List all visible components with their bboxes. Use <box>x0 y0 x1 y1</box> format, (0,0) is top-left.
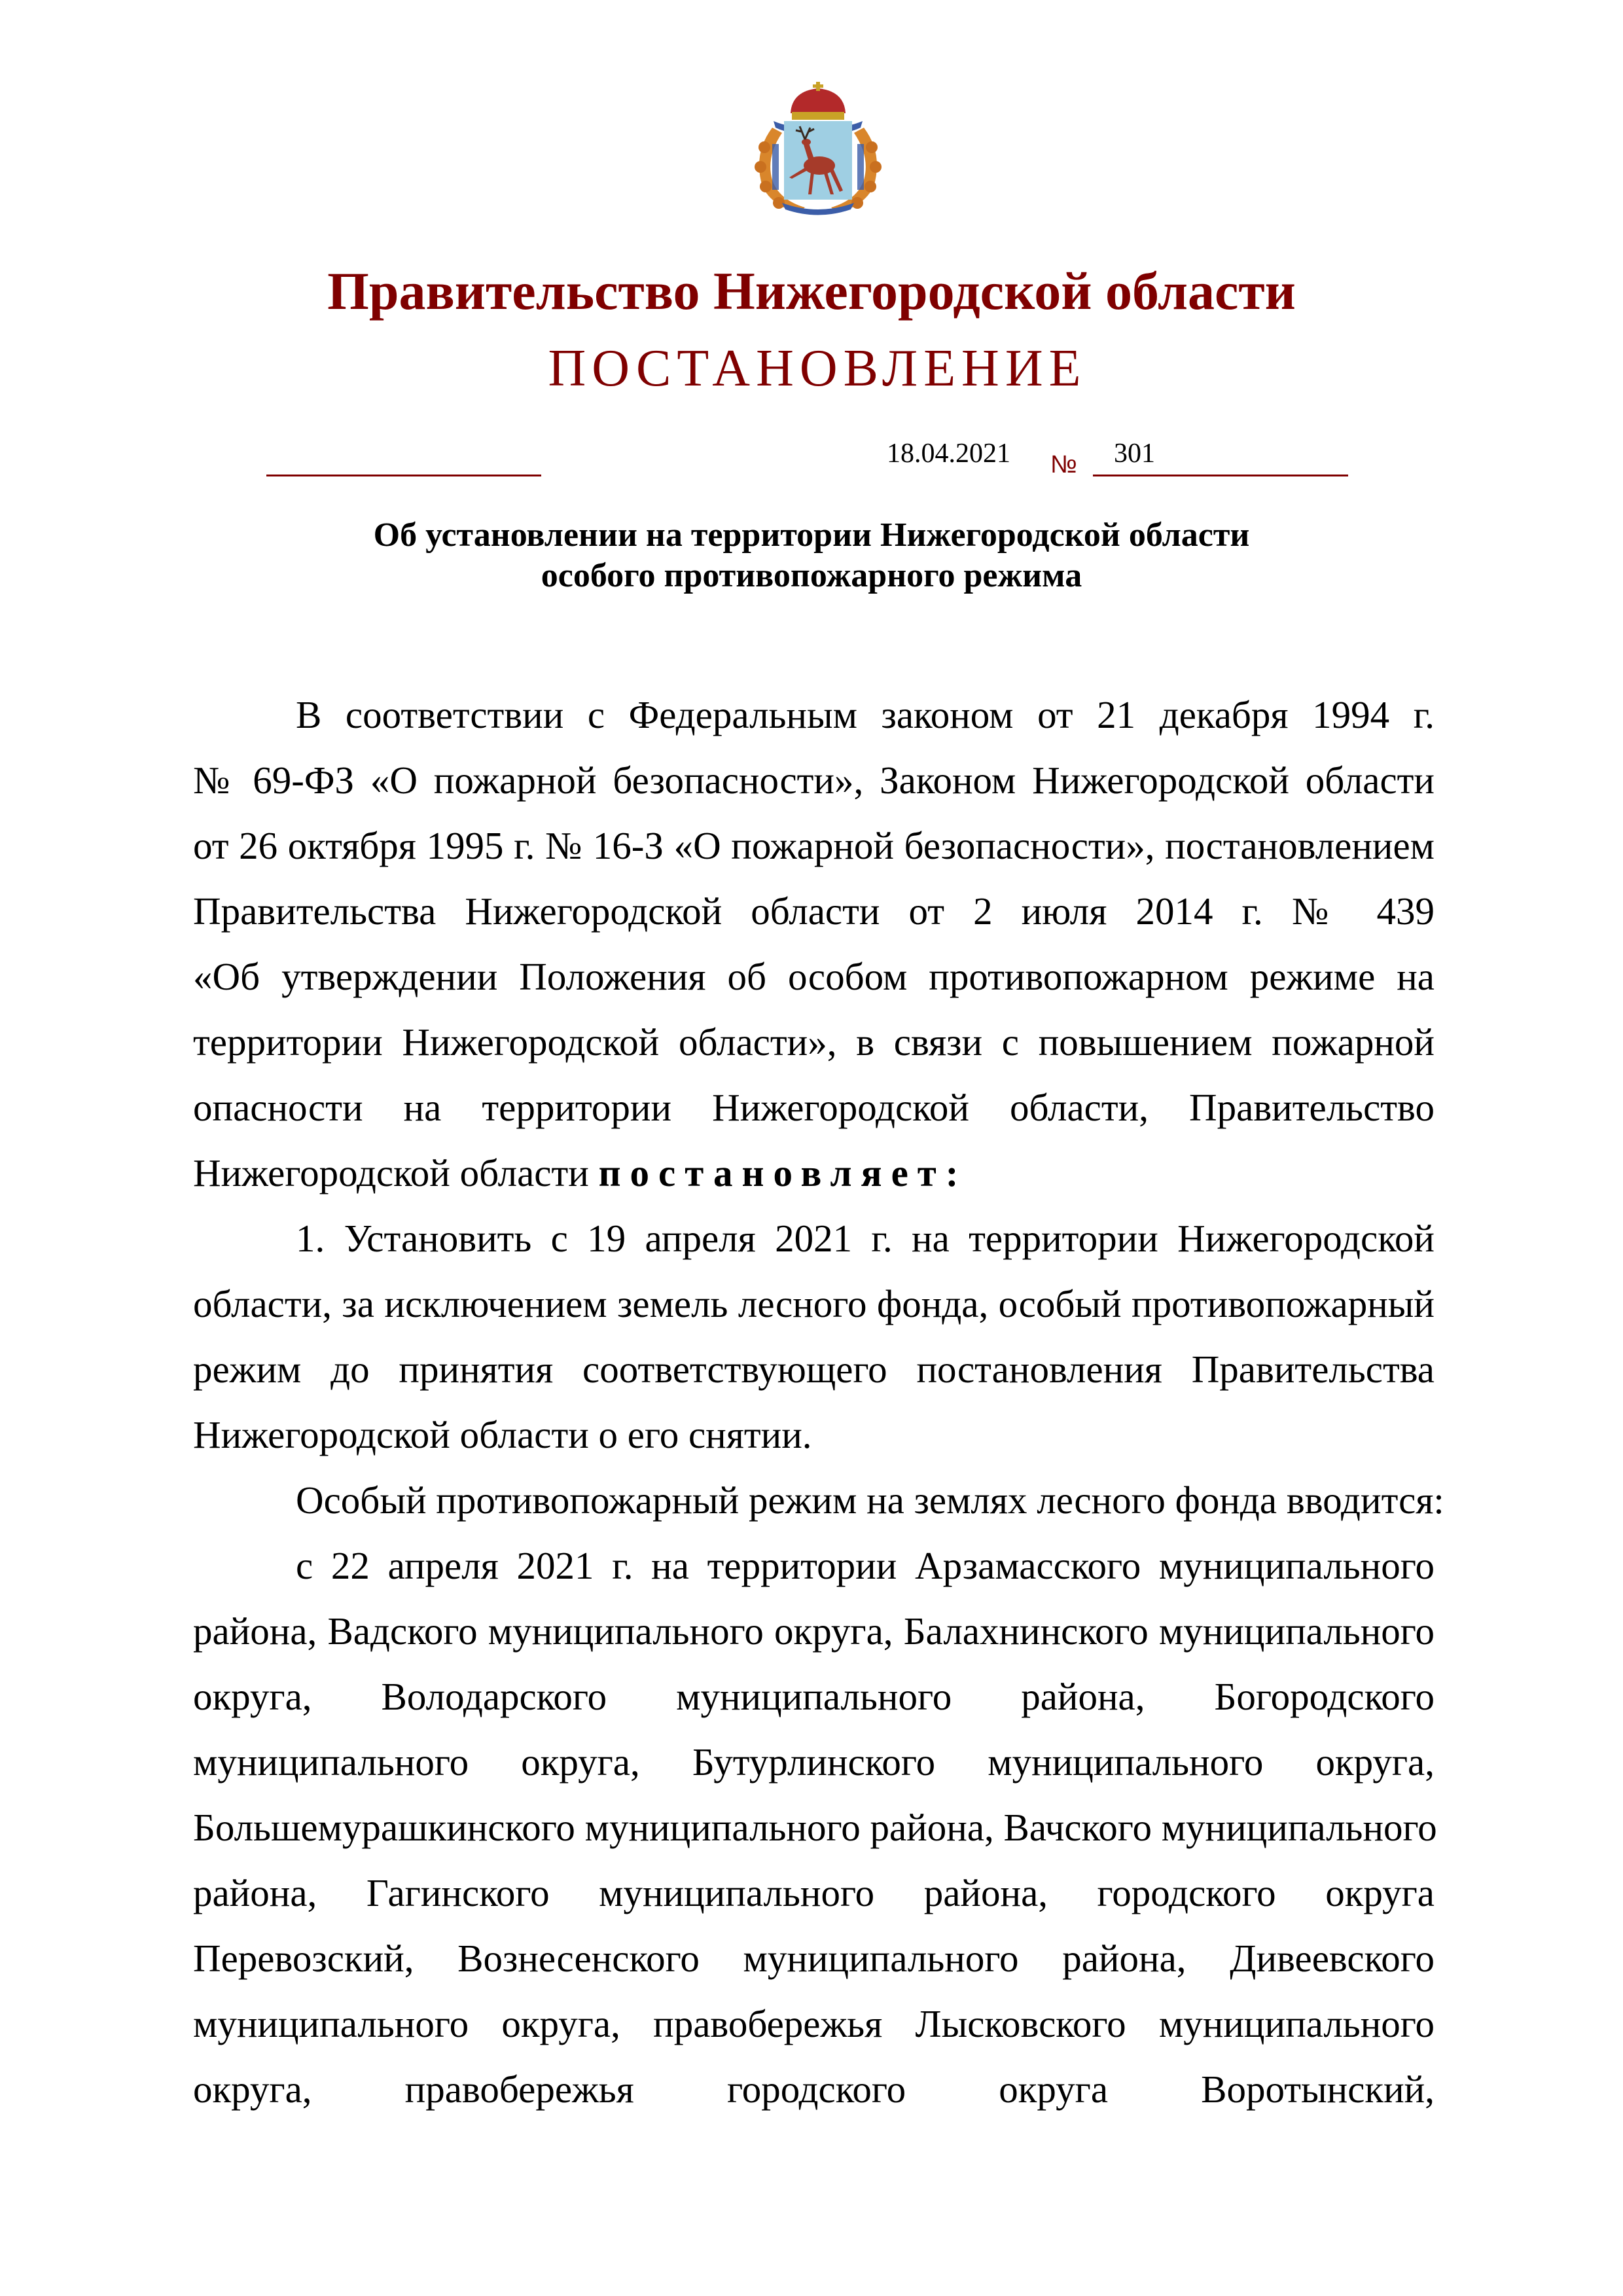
resolve-prefix: Нижегородской области <box>193 1151 599 1194</box>
organization-title: Правительство Нижегородской области <box>327 261 1296 321</box>
forest-line: округа, правобережья городского округа Воротынский, <box>193 2068 1435 2111</box>
forest-line: района, Вадского муниципального округа, Балахнинского муниципального <box>193 1609 1435 1653</box>
forest-line: муниципального округа, Бутурлинского муниципального округа, <box>193 1740 1435 1784</box>
forest-line: Большемурашкинского муниципального района, Вачского муниципального <box>193 1806 1437 1849</box>
forest-line: с 22 апреля 2021 г. на территории Арзамасского муниципального <box>296 1544 1435 1587</box>
body-line: от 26 октября 1995 г. № 16-З «О пожарной безопасности», постановлением <box>193 824 1435 867</box>
crown-icon <box>791 82 846 120</box>
number-underline <box>1093 475 1348 476</box>
item-1-line: области, за исключением земель лесного фонда, особый противопожарный <box>193 1282 1435 1325</box>
body-line: «Об утверждении Положения об особом противопожарном режиме на <box>193 955 1435 998</box>
document-heading <box>0 515 1623 596</box>
resolve-word: постановляет: <box>598 1151 968 1194</box>
coat-of-arms-emblem <box>746 82 890 219</box>
body-line: опасности на территории Нижегородской области, Правительство <box>193 1086 1435 1129</box>
heading-line: Об установлении на территории Нижегородской области <box>373 516 1250 554</box>
item-1-line: Нижегородской области о его снятии. <box>193 1413 812 1456</box>
forest-intro-line: Особый противопожарный режим на землях лесного фонда вводится: <box>296 1479 1444 1522</box>
forest-line: округа, Володарского муниципального района, Богородского <box>193 1675 1435 1718</box>
heading-line: особого противопожарного режима <box>541 557 1082 594</box>
item-1-line: 1. Установить с 19 апреля 2021 г. на территории Нижегородской <box>296 1217 1435 1260</box>
forest-line: Перевозский, Вознесенского муниципального района, Дивеевского <box>193 1937 1435 1980</box>
document-type: ПОСТАНОВЛЕНИЕ <box>548 340 1087 397</box>
forest-line: муниципального округа, правобережья Лысковского муниципального <box>193 2002 1435 2045</box>
body-line-resolution <box>193 1147 1435 1212</box>
forest-line: района, Гагинского муниципального района, городского округа <box>193 1871 1435 1914</box>
item-1-line: режим до принятия соответствующего постановления Правительства <box>193 1348 1435 1391</box>
body-line: В соответствии с Федеральным законом от 21 декабря 1994 г. <box>296 693 1435 736</box>
document-date: 18.04.2021 <box>887 439 1010 469</box>
body-line: Правительства Нижегородской области от 2 июля 2014 г. № 439 <box>193 889 1435 933</box>
document-number: 301 <box>1114 439 1155 469</box>
body-line: № 69-ФЗ «О пожарной безопасности», Законом Нижегородской области <box>193 759 1435 802</box>
number-sign: № <box>1050 451 1077 478</box>
body-line: территории Нижегородской области», в связи с повышением пожарной <box>193 1020 1435 1064</box>
date-blank-underline <box>266 475 541 476</box>
document-body <box>193 689 1444 2128</box>
